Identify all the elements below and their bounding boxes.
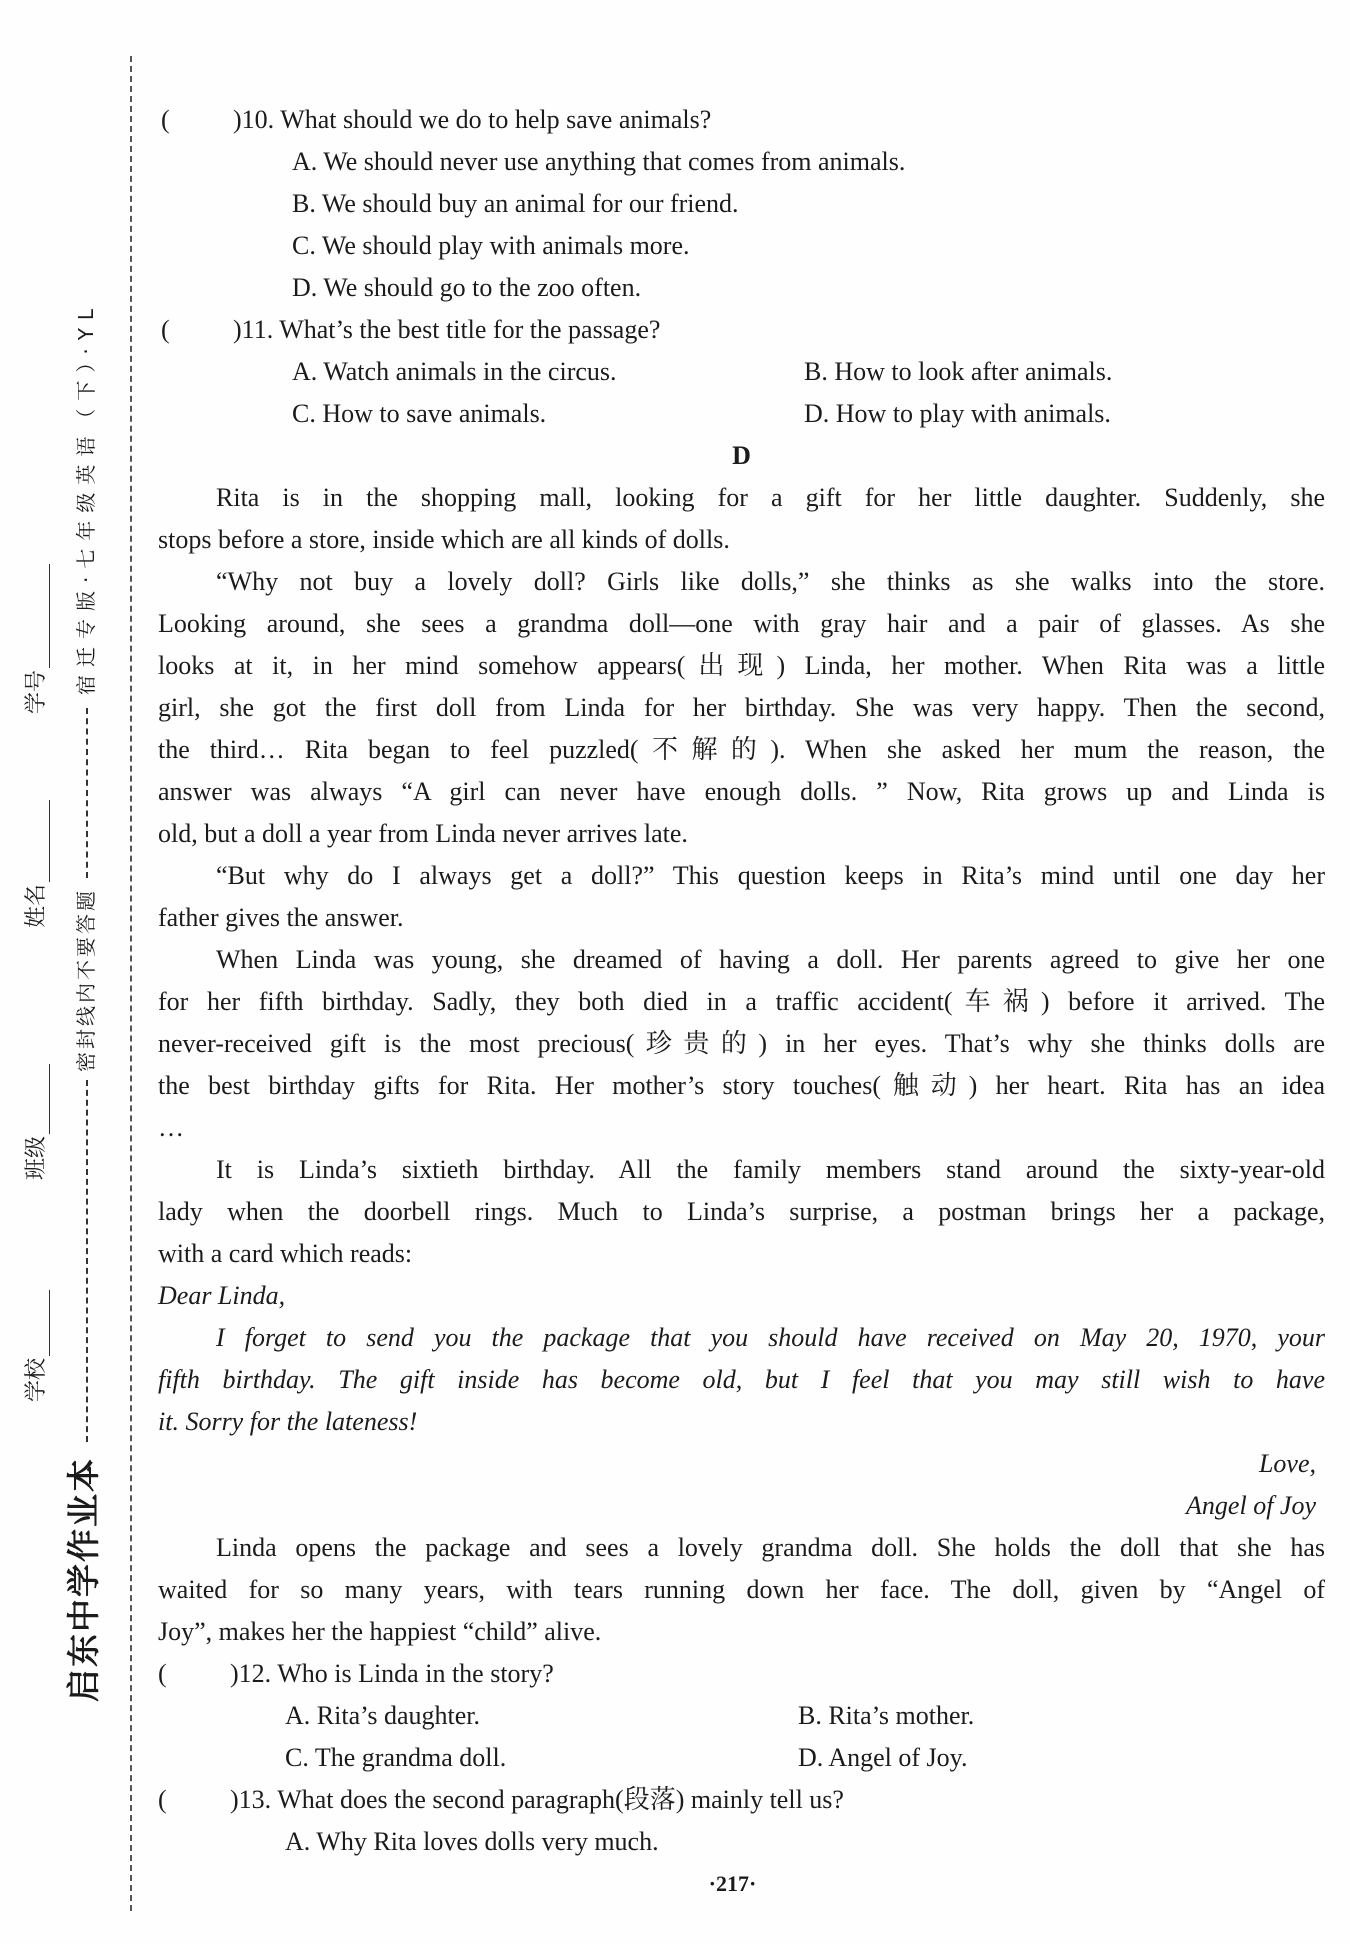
answer-bracket: ( xyxy=(161,105,170,134)
paragraph-3-line: “But why do I always get a doll?” This question keeps in Rita’s mind until one day her xyxy=(216,861,1325,890)
option-c: C. The grandma doll. xyxy=(285,1743,507,1772)
paragraph-2-line: Looking around, she sees a grandma doll—one with gray hair and a pair of glasses. As she xyxy=(158,609,1325,638)
option-b: B. How to look after animals. xyxy=(804,357,1113,386)
question-13 xyxy=(158,1779,1325,1821)
letter-body-line: it. Sorry for the lateness! xyxy=(158,1407,418,1436)
option-a: A. Rita’s daughter. xyxy=(285,1701,480,1730)
paragraph-4-line: When Linda was young, she dreamed of having a doll. Her parents agreed to give her one xyxy=(216,945,1325,974)
option-b: B. Rita’s mother. xyxy=(798,1701,975,1730)
paragraph-1-line: stops before a store, inside which are all kinds of dolls. xyxy=(158,525,730,554)
answer-bracket: ( xyxy=(158,1659,167,1688)
passage-heading: D xyxy=(732,441,751,470)
option-d: D. Angel of Joy. xyxy=(798,1743,968,1772)
school-label: 学校 xyxy=(24,1357,49,1402)
question-11-options-row xyxy=(158,393,1325,435)
option-d: D. We should go to the zoo often. xyxy=(292,273,642,302)
class-label: 班级 xyxy=(24,1135,49,1180)
question-10 xyxy=(158,99,1325,141)
book-title: 启东中学作业本 xyxy=(64,1457,103,1702)
question-11-options-row xyxy=(158,351,1325,393)
paragraph-2-line: the third… Rita began to feel puzzled(不解的). When she asked her mum the reason, the xyxy=(158,735,1325,764)
paragraph-4-line: … xyxy=(158,1113,184,1142)
student-id-label: 学号 xyxy=(24,669,49,714)
answer-bracket: ( xyxy=(158,1785,167,1814)
question-10-option xyxy=(158,267,1325,309)
cut-dashed-line xyxy=(130,56,132,1911)
class-blank xyxy=(49,1064,50,1134)
option-a: A. Watch animals in the circus. xyxy=(292,357,617,386)
paragraph-5-line: with a card which reads: xyxy=(158,1239,413,1268)
student-id-blank xyxy=(49,564,50,668)
answer-bracket: ( xyxy=(161,315,170,344)
question-12-options-row xyxy=(158,1695,1325,1737)
paragraph-4-line: for her fifth birthday. Sadly, they both died in a traffic accident(车祸) before it arrived. The xyxy=(158,987,1325,1016)
seal-notice: 密封线内不要答题 xyxy=(74,888,98,1072)
paragraph-6-line: Joy”, makes her the happiest “child” alive. xyxy=(158,1617,602,1646)
paragraph-5-line: It is Linda’s sixtieth birthday. All the family members stand around the sixty-year-old xyxy=(216,1155,1325,1184)
school-blank xyxy=(49,1290,50,1356)
option-b: B. We should buy an animal for our friend. xyxy=(292,189,739,218)
question-10-stem: )10. What should we do to help save animals? xyxy=(233,105,712,134)
paragraph-2-line: old, but a doll a year from Linda never arrives late. xyxy=(158,819,688,848)
paragraph-4-line: never-received gift is the most precious(珍贵的) in her eyes. That’s why she thinks dolls are xyxy=(158,1029,1325,1058)
paragraph-2-line: girl, she got the first doll from Linda for her birthday. She was very happy. Then the second, xyxy=(158,693,1325,722)
paragraph-3-line: father gives the answer. xyxy=(158,903,404,932)
option-a: A. Why Rita loves dolls very much. xyxy=(285,1827,659,1856)
page-number: ·217· xyxy=(708,1871,757,1896)
question-11 xyxy=(158,309,1325,351)
question-12 xyxy=(158,1653,1325,1695)
paragraph-2-line: looks at it, in her mind somehow appears(出现) Linda, her mother. When Rita was a little xyxy=(158,651,1325,680)
option-a: A. We should never use anything that comes from animals. xyxy=(292,147,906,176)
paragraph-2-line: “Why not buy a lovely doll? Girls like dolls,” she thinks as she walks into the store. xyxy=(216,567,1325,596)
letter-closing: Love, xyxy=(1258,1449,1316,1478)
question-12-options-row xyxy=(158,1737,1325,1779)
paragraph-1-line: Rita is in the shopping mall, looking for a gift for her little daughter. Suddenly, she xyxy=(216,483,1325,512)
letter-salutation: Dear Linda, xyxy=(158,1281,286,1310)
option-c: C. How to save animals. xyxy=(292,399,547,428)
binding-margin xyxy=(0,220,125,1720)
name-blank xyxy=(49,800,50,882)
paragraph-5-line: lady when the doorbell rings. Much to Linda’s surprise, a postman brings her a package, xyxy=(158,1197,1325,1226)
question-10-option xyxy=(158,225,1325,267)
paragraph-6-line: waited for so many years, with tears running down her face. The doll, given by “Angel of xyxy=(158,1575,1325,1604)
question-13-stem: )13. What does the second paragraph(段落) mainly tell us? xyxy=(230,1785,844,1814)
question-12-stem: )12. Who is Linda in the story? xyxy=(230,1659,554,1688)
letter-body-line: I forget to send you the package that you should have received on May 20, 1970, your xyxy=(216,1323,1325,1352)
option-c: C. We should play with animals more. xyxy=(292,231,690,260)
page-content xyxy=(158,99,1325,1905)
question-13-option xyxy=(158,1821,1325,1863)
seal-dash-line xyxy=(86,1080,88,1442)
edition-label: 宿迁专版·七年级英语（下）·YL xyxy=(74,300,98,695)
question-10-option xyxy=(158,183,1325,225)
paragraph-6-line: Linda opens the package and sees a lovely grandma doll. She holds the doll that she has xyxy=(216,1533,1325,1562)
paragraph-2-line: answer was always “A girl can never have enough dolls. ” Now, Rita grows up and Linda is xyxy=(158,777,1325,806)
paragraph-4-line: the best birthday gifts for Rita. Her mother’s story touches(触动) her heart. Rita has an idea xyxy=(158,1071,1325,1100)
option-d: D. How to play with animals. xyxy=(804,399,1111,428)
question-11-stem: )11. What’s the best title for the passage? xyxy=(233,315,661,344)
seal-dash-line xyxy=(86,708,88,878)
name-label: 姓名 xyxy=(24,883,49,928)
letter-body-line: fifth birthday. The gift inside has become old, but I feel that you may still wish to have xyxy=(158,1365,1325,1394)
letter-signature: Angel of Joy xyxy=(1186,1491,1316,1520)
question-10-option xyxy=(158,141,1325,183)
